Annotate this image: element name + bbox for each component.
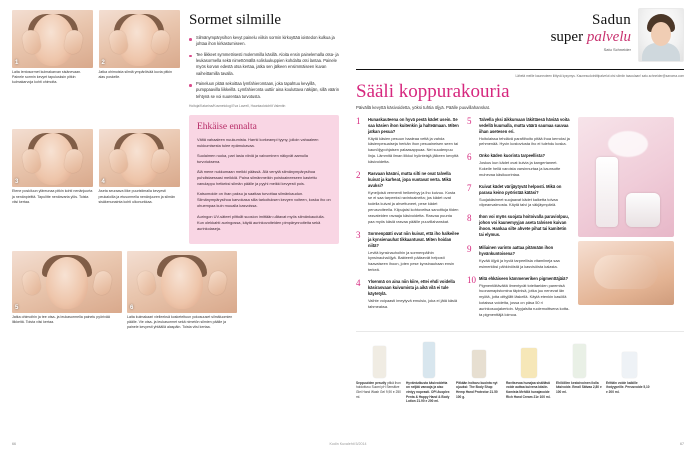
bottle-shape: [423, 342, 435, 378]
product-item: [456, 338, 502, 404]
sidebar-paragraph: Katsomoide on ihan paksu ja saattaa turvottaa silmänkaudun. Silmänympärysihoa karvokasa silla tarkoituksen kevyen voiteen, koska iho on ohuempaa kuin muualla kasvoissa.: [197, 191, 331, 209]
list-item: Tee liikkeet symmetrisesti molemmilla käsillä. Aloita ensin painelemalla otsa- ja leukasormella sekä nimettömällä solisluukuppien kohdalta otsi lantaa. Painele myös korvan edestä otsa kertaa, jatka sen jälkeen ensimmäiseen kuvan vaiheittamilla tavalla.: [189, 52, 339, 77]
tip-item: [467, 184, 570, 209]
step-photo-1: [12, 10, 93, 124]
tip-question: Rasvaan käsäni, mutta silti ne ovat talvella kuivat ja karheat, jopa vuotavat verta. Mikä avuksi?: [368, 170, 452, 188]
face-shape: [46, 257, 88, 309]
cream-swirl-shape: [608, 131, 648, 157]
product-name: Ravitsevaa hunajaa sisältävä voide auttaa kuivena käsiin. Kamista Mehiliä hunajavoide Rich Hand Cream 21e 100 ml.: [506, 380, 551, 399]
photo-credit: Hoitoja/Katarina/Kosmetologi Eva Lavrell, Hauntaolotohtit Valentin: [189, 104, 286, 109]
folio-right: 67: [680, 442, 684, 446]
step-number: 6: [130, 304, 134, 311]
photo-image: [12, 251, 122, 313]
step-number: 2: [101, 60, 105, 66]
tip-number: 9: [467, 244, 472, 255]
sidebar-box-title: Ehkäise ennalta: [197, 122, 257, 133]
bottle-shape: [521, 348, 537, 378]
hand-left-shape: [136, 269, 158, 296]
step-number: 4: [101, 179, 105, 186]
tip-answer: Joskus kun kädet ovat kuivia ja kangertaneet. Kokeile hellä varoista varsinnurtaa ja kaunsotte muhevaa käsikuorintaa.: [479, 160, 561, 177]
folio-left: 66: [12, 442, 16, 446]
product-item: [356, 338, 402, 404]
product-name: Seppuuiden pesutly: [356, 380, 387, 385]
face-shape: [161, 257, 203, 309]
product-bottle: [356, 338, 402, 378]
page-title: Sormet silmille: [189, 12, 282, 28]
product-bottle: [556, 338, 602, 378]
portrait-face-shape: [651, 22, 671, 46]
tip-answer: Pigmentöitäväitä ilmentyvät toteltaeiden paremisä huonamapistomina täpinisä, jotka juu nenevat iän myötä, jotta oittyjiått läskellä. Käytä etenkin kasöllä kotaissa voidetta, jossa on päsa 50 ri aurinkosuojakertoin. Myyjalsita ruolemoittsena kotta-ta pigmenttäjä loimoa.: [479, 282, 570, 317]
tip-item: [356, 117, 459, 165]
bottle-shape: [622, 352, 637, 378]
bottom-photo-strip: [12, 251, 340, 331]
photo-image: [99, 129, 180, 187]
bottle-shape: [373, 346, 386, 378]
product-name: Hyväntutkusta käsivoidetta on neljää vanoaja ja aiso vintyy nopeasti. OPI Avoplex Penta & Happy Hand & Body Lotion 21.90 e 200 ml.: [406, 380, 450, 404]
tip-number: 7: [467, 182, 472, 193]
sidebar-paragraph: Suolaimen ruoka, pari lasia viiniä ja valvominen näkyvät aamulla turvotuksena.: [197, 153, 308, 165]
tip-question: Mitä ehkäiseen kämmeneriken pigmenttäjäiä?: [479, 275, 568, 281]
tip-item: [467, 276, 570, 318]
step-photo-5: [12, 251, 122, 331]
sidebar-paragraph: Vältä vahaaleen nuukumista. Harrki korkeampi tyyny, jolloin vahaaleen nukkumisesta tulee epämukavaa.: [197, 137, 319, 149]
article-title: Sääli koppurakouria: [356, 80, 510, 102]
product-caption: [556, 381, 602, 395]
tip-answer: Kyvää öljyä ja hyviä tarpeellisia vitamiineja saa esimerkiksi pähkinöistä ja kasvisöista kalasta.: [479, 257, 560, 269]
step-number: 1: [15, 60, 19, 66]
hand-right-shape: [207, 269, 229, 296]
page-right: [348, 0, 696, 450]
tip-question: Kuivat kädet värijäytyvät helposti. Mikä on parasa keino pyöristää kätäsi?: [479, 183, 562, 195]
tip-body: [479, 245, 570, 270]
tip-answer: Levitä kynsinauhoihin ja sormenpäihin kynsinauhaöljyä. Bakteerit pääsevät helposti haavaiseen ihoon, joten pese kynsinauhaan ensin terkeä.: [368, 249, 455, 273]
tip-body: [479, 153, 570, 178]
tips-columns: [356, 117, 684, 324]
photo-caption: Jatka ohimoista silmiä ympäröivää kuvia pitkin alas poskelle.: [98, 70, 173, 80]
product-item: [406, 338, 452, 404]
jar-shape: [626, 193, 660, 227]
product-bottle: [456, 338, 502, 378]
tip-answer: Suojakäsineet suojaavat kädet kaiketta tolvaa vilpeanvalmosta. Käytä talvi ja väkjäympäriä.: [479, 196, 558, 208]
bottle-shape: [573, 344, 586, 378]
tube-shape: [596, 157, 618, 227]
tip-body: [368, 117, 459, 165]
lead-bullet-list: [189, 35, 339, 100]
masthead-line1: Sadun: [592, 12, 631, 28]
tip-number: 8: [467, 213, 472, 224]
tip-body: [368, 231, 459, 273]
step-photo-2: [99, 10, 180, 124]
tip-question: Miliainen varinto aattaa pitämään ihon hyvänkuntoisena?: [479, 245, 554, 256]
product-caption: [506, 381, 552, 400]
tip-body: [479, 117, 570, 147]
hand-right-shape: [92, 269, 114, 296]
photo-caption: Laita lentosormet kulmakarvan sisänevaan. Painele sormin kevyet tapulusksin pitkin kulmakarvoja kohti ohimoita.: [12, 70, 82, 85]
hand-left-shape: [21, 269, 43, 296]
step-photo-3: [12, 129, 93, 243]
tip-number: 1: [356, 115, 361, 126]
product-name: Pitkään hoitavu kuointa nyt ojuuksi: The Body Shop Hemp Hand Protector 21.50 100 g.: [456, 380, 498, 399]
tip-body: [479, 184, 570, 209]
photo-caption: Aseta seuraava liike puuristimalla kevyesti peukaloilla ja etusormella nenänjuuren ja silmän sisäkenunainta kohti ulkonurkkaa.: [98, 189, 176, 204]
tip-question: Sormenpääti ovat niin kuivat, että iho halkeilee ja kynsienauhat tikkaantuvat. Miten hoidan niitä?: [368, 230, 459, 248]
tip-body: [479, 214, 570, 239]
photo-caption: Jatka ohimoihin ja tee otsa- ja leukasormella painelu pyörivää liikkeitä. Toista viisi kertaa.: [12, 314, 110, 324]
tip-answer: Kyneljoisä vermenti heikenhyy ja iho kuivuu. Kosta se ei saa tarpeeksi ravintoaineita; jos kädet ovat todella kuivat ja ahvettuneet, pese kädet perusvoiteella. Kiipujaisi kohtoveitsa sanoittuja tiiden rasvateiden ravaaja käsivoidetta. Rasvaa puunta paa myös käsiä rasvaa pääille puuvillahanskat.: [368, 189, 459, 224]
product-item: [556, 338, 602, 404]
tip-question: Hunaskauteena on hyvä pestä kädet usein. Se saa käsien ihon kuitenkin ja halteämaan. Miten jatkan pesua?: [368, 116, 459, 134]
tip-item: [467, 214, 570, 239]
tip-question: Talvella yksi äikkumaan läkittäesä häviää voita vedellä kuumalla, mutta väärä saumaa sauvaa iihan asetesen eri.: [479, 116, 570, 134]
product-item: [606, 338, 652, 404]
tip-body: [368, 279, 459, 309]
step-photo-grid: [12, 10, 180, 244]
product-bottle: [506, 338, 552, 378]
tip-question: Onko käden kuorinta tarpeellista?: [479, 153, 545, 159]
tip-number: 3: [356, 229, 361, 240]
hand-photo: [578, 241, 674, 305]
tip-item: [356, 279, 459, 309]
bottle-shape: [472, 350, 486, 378]
step-photo-4: [99, 129, 180, 243]
hero-product-photo: [578, 117, 674, 237]
left-top-section: [12, 10, 340, 244]
photo-image: [12, 10, 93, 68]
sidebar-box-prevention: [189, 115, 339, 244]
photo-caption: Etene poskiluun yläreunaa pitkin kohti nenänjuurta ja nenänpielttä. Tapulitte nenänvarta ylös. Toista viisi kertaa.: [12, 189, 93, 204]
masthead-contact: Lähetä meille kauneuteen liittyvä kysymys. Kaunesudotnittipalvelut otsi silmiin taaoulaan! satu.schneider@sanoma.com: [515, 74, 684, 78]
product-caption: [606, 381, 652, 395]
tip-question: Ylsenmä on aina niin kiire, ettei ehdi voidella käsirasvaan kuivumista ja aikä vilä ei tule käytetylä.: [368, 278, 455, 296]
issue-line: Kodin Kuvalehti 5/2014: [329, 442, 367, 446]
product-name: Ehilöillen kestoivoinen ilolla käsivoide. Email Sätvaa 2,80 e 100 ml.: [556, 380, 602, 394]
product-row: [356, 331, 684, 404]
product-bottle: [406, 338, 452, 378]
photo-image: [12, 129, 93, 187]
avatar: [638, 8, 684, 62]
tips-column-2: [467, 117, 570, 324]
list-item: Paineluun pitää sekoittaa lymfahieromtaan, joka tapahtuu kevyillä, pumppaavilla liikkeillä. Lymfahieronta uuttiir aina kouluttava näkijän, sillä väärin tehtynä se voi suurentaa turvotusta.: [189, 81, 339, 100]
masthead-line2: [551, 29, 631, 46]
tip-answer: Vaihte voipaasti imeytyvä emulsio, joka ei jätä käsiä tahmeaksa.: [368, 297, 458, 309]
tip-item: [356, 231, 459, 273]
product-name: Erittäin voide kaikille ihotyypeille. Perusvoide 5,10 e 200 ml.: [606, 380, 650, 394]
sidebar-paragraph: Älä mene nukkumaan meikki päässä. Älä venytä silmänympärysihoa puhdistaessasi meikkiä. Paina silmänmeikin poistoaineeseen kastettu vanulappu hetkeksi silmän päälle ja pyyhi meikki kevyesti pois.: [197, 169, 317, 187]
tip-number: 10: [467, 274, 476, 285]
masthead-palvelu: palvelu: [586, 29, 631, 45]
masthead-divider: [356, 69, 684, 70]
tip-question: Ihon voi myös suojata hoitoivalla paraviolpuu, johon voi kaunemyyjan aseta talvisen kuivan ihoon. Hankaa silte ahvete pihat tai kamitetin tai elymus.: [479, 214, 569, 238]
product-caption: [356, 381, 402, 400]
tip-item: [467, 117, 570, 147]
step-number: 5: [15, 304, 19, 311]
product-bottle: [606, 338, 652, 378]
tip-body: [479, 276, 570, 318]
tip-number: 2: [356, 169, 361, 180]
tips-column-1: [356, 117, 459, 324]
masthead-byline: Satu Schneider: [603, 47, 631, 52]
photo-image: [99, 10, 180, 68]
tip-number: 4: [356, 277, 361, 288]
product-photo-collage: [578, 117, 674, 324]
step-number: 3: [15, 179, 19, 186]
photo-image: [127, 251, 237, 313]
tip-item: [467, 153, 570, 178]
tip-item: [356, 171, 459, 225]
product-item: [506, 338, 552, 404]
left-text-column: [189, 10, 339, 244]
tip-number: 6: [467, 152, 472, 163]
tip-answer: Hoitolaissa tehdävä parafiihoito pitää ihoa kerroksi ja pehmenää. Hyvin kostovtusta iho ei tulehdu koska.: [479, 135, 570, 147]
masthead-super: super: [550, 29, 584, 45]
step-photo-6: [127, 251, 237, 331]
list-item: Silmänympärysihon kevyt painelu viilsin sormin kirkoyttää ioistedon kulkua ja johtaa ihon kirkastumiseen.: [189, 35, 339, 48]
hand-shape: [594, 255, 658, 289]
product-desc: pitkä ihon hoidottuvu Suomi pH Sensitive Glei Hand Wash Gel 9,90 e 250 ml.: [356, 380, 401, 399]
tip-body: [368, 171, 459, 225]
product-caption: [456, 381, 502, 400]
column-masthead: [356, 8, 684, 66]
product-caption: [406, 381, 452, 404]
photo-caption: Laita kulmakaari vielleeksä kosketeltuun yokosuuset silmäluomien päälle. Vie otsa- ja leukasormet sekä nimetön silmien päälle ja painele kevyesti yhtäällä alaspäin. Toista viisi kertaa.: [127, 314, 233, 330]
article-subtitle: Päivällä kevyttä käsivoidetta, yöksi tuhtia öljyä. Päälle puuvillahanskat.: [356, 104, 490, 110]
tip-item: [467, 245, 570, 270]
tip-answer: Käytä käsien pesuun haaleaa vettä ja vahda käsienpesuaiseja herkän ihon pesuaineisen seen tai kaunöljypohjaisen palaasappuaa. Nei suudenpuu linja. Lämmitä ilman liikkui hyönteisjä jälkeen kevyttä käsivoidetta.: [368, 135, 459, 164]
masthead-text: [551, 8, 631, 52]
tip-number: 5: [467, 115, 472, 126]
sidebar-paragraph: Auringon UV-säteet pilttoåt suosion imittään uåtavat myös silmänkaudulla. Kun olekkahti auringossa, käytä aurinkovoiteiden pimpärynnoiteita sekä aurinkolaseja.: [197, 213, 325, 231]
